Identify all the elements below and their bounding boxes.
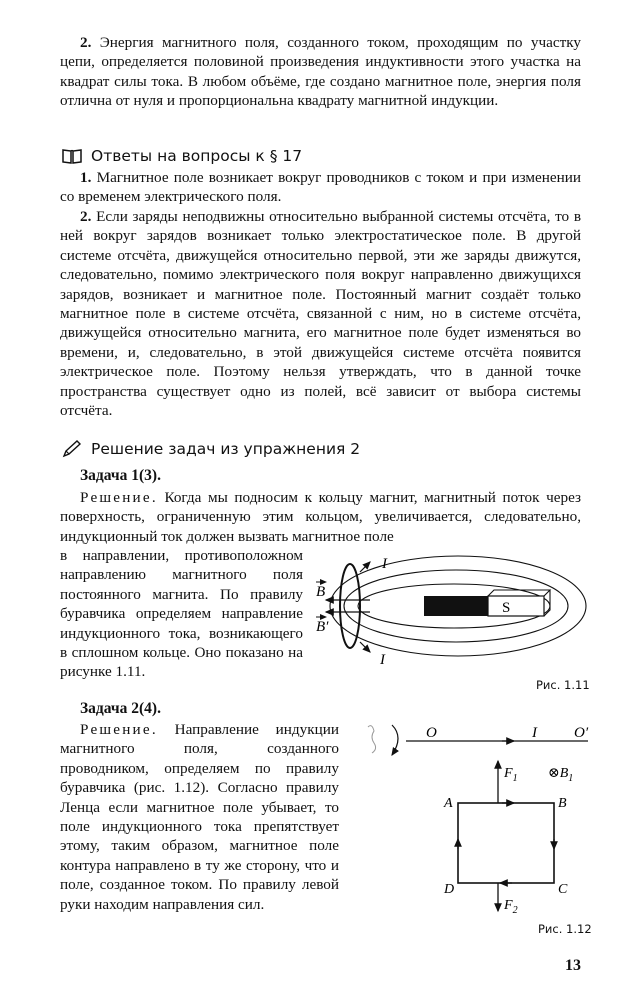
answer-2: [60, 207, 581, 420]
page-number: 13: [565, 957, 581, 974]
task2-text: [60, 720, 339, 914]
label-o-prime: O′: [574, 725, 589, 741]
solution-lead: Решение.: [80, 489, 158, 506]
paragraph-energy: [60, 33, 581, 111]
paragraph-number: 2.: [80, 34, 92, 51]
label-d: D: [444, 882, 455, 897]
label-b1: $\otimes B_1$: [548, 766, 574, 784]
figure-1-11-caption: Рис. 1.11: [536, 678, 590, 692]
label-f2: $F_2$: [504, 898, 518, 915]
answers-heading: [62, 147, 302, 165]
figure-1-12: [352, 715, 598, 915]
label-b-corner: B: [558, 796, 567, 811]
label-c: C: [558, 882, 568, 897]
rotation-arrow: [392, 725, 398, 755]
label-b: B: [316, 584, 326, 600]
magnet-north: [424, 596, 488, 616]
label-o: O: [426, 725, 437, 741]
label-i-bottom: I: [380, 652, 385, 668]
contour-abcd: [458, 803, 554, 883]
task2-title: Задача 2(4).: [80, 700, 161, 717]
book-icon: [62, 148, 82, 164]
label-b-prime: B′: [316, 619, 329, 635]
label-s: S: [502, 600, 511, 616]
magnet-south: [488, 596, 544, 616]
solutions-heading: [62, 440, 360, 458]
gimlet-sketch: [368, 726, 376, 753]
label-a: A: [444, 796, 453, 811]
answer-text: Магнитное поле возникает вокруг проводников с током и при изменении со временем электрического поля.: [60, 169, 581, 206]
task1-text-wrap: в направлении, противоположном направлению магнитного поля постоянного магнита. По правилу буравчика определяем направление индукционного тока, возникающего в сплошном кольце. Оно показано на рисунке 1.11.: [60, 547, 303, 681]
label-i: I: [532, 725, 537, 741]
label-f1: $F_1$: [504, 766, 518, 784]
figure-1-12-caption: Рис. 1.12: [538, 922, 592, 936]
answers-heading-text: Ответы на вопросы к § 17: [91, 147, 303, 165]
ring: [340, 564, 360, 648]
answer-number: 2.: [80, 208, 92, 225]
answer-1: [60, 168, 581, 207]
label-i-top: I: [382, 556, 387, 572]
paragraph-text: Энергия магнитного поля, созданного током, проходящим по участку цепи, определяется половиной произведения индуктивности этого участка на квадрат силы тока. В любом объёме, где создано магнитное поле, энергия поля отлична от нуля и пропорциональна квадрату магнитной индукции.: [60, 34, 581, 110]
answer-text: Если заряды неподвижны относительно выбранной системы отсчёта, то в ней вокруг зарядов возникает только электростатическое поле. В другой системе отсчёта, движущейся относительно первой, эти же заряды движутся, следовательно, помимо электрического поля вокруг направленно движущихся зарядов, возникает и магнитное поле. Постоянный магнит создаёт только магнитное поле в системе отсчёта, связанной с ним, но в системе отсчёта, движущейся относительно магнита, его магнитное поле будет изменяться во времени, и, следовательно, в этой движущейся системе отсчёта появится электрическое поле. Поэтому нельзя утверждать, что в данной точке пространства существует одно из полей, всё зависит от выбора системы отсчёта.: [60, 208, 582, 420]
solution-lead: Решение.: [80, 721, 158, 738]
task1-text-full: [60, 488, 581, 546]
answer-number: 1.: [80, 169, 92, 186]
pencil-icon: [62, 440, 82, 458]
figure-1-11: [308, 548, 594, 693]
task1-title: Задача 1(3).: [80, 467, 161, 484]
task2-text-body: Направление индукции магнитного поля, созданного проводником, определяем по правилу буравчика (рис. 1.12). Согласно правилу Ленца если магнитное поле убывает, то поле индукционного тока препятствует этому, таким образом, магнитное поле контура направлено в ту же сторону, что и поле, созданное током. По правилу левой руки находим направления сил.: [60, 721, 339, 913]
task1-text: Когда мы подносим к кольцу магнит, магнитный поток через поверхность, ограниченную этим кольцом, увеличивается, следовательно, индукционный ток должен вызвать магнитное поле: [60, 489, 581, 545]
solutions-heading-text: Решение задач из упражнения 2: [91, 440, 361, 458]
